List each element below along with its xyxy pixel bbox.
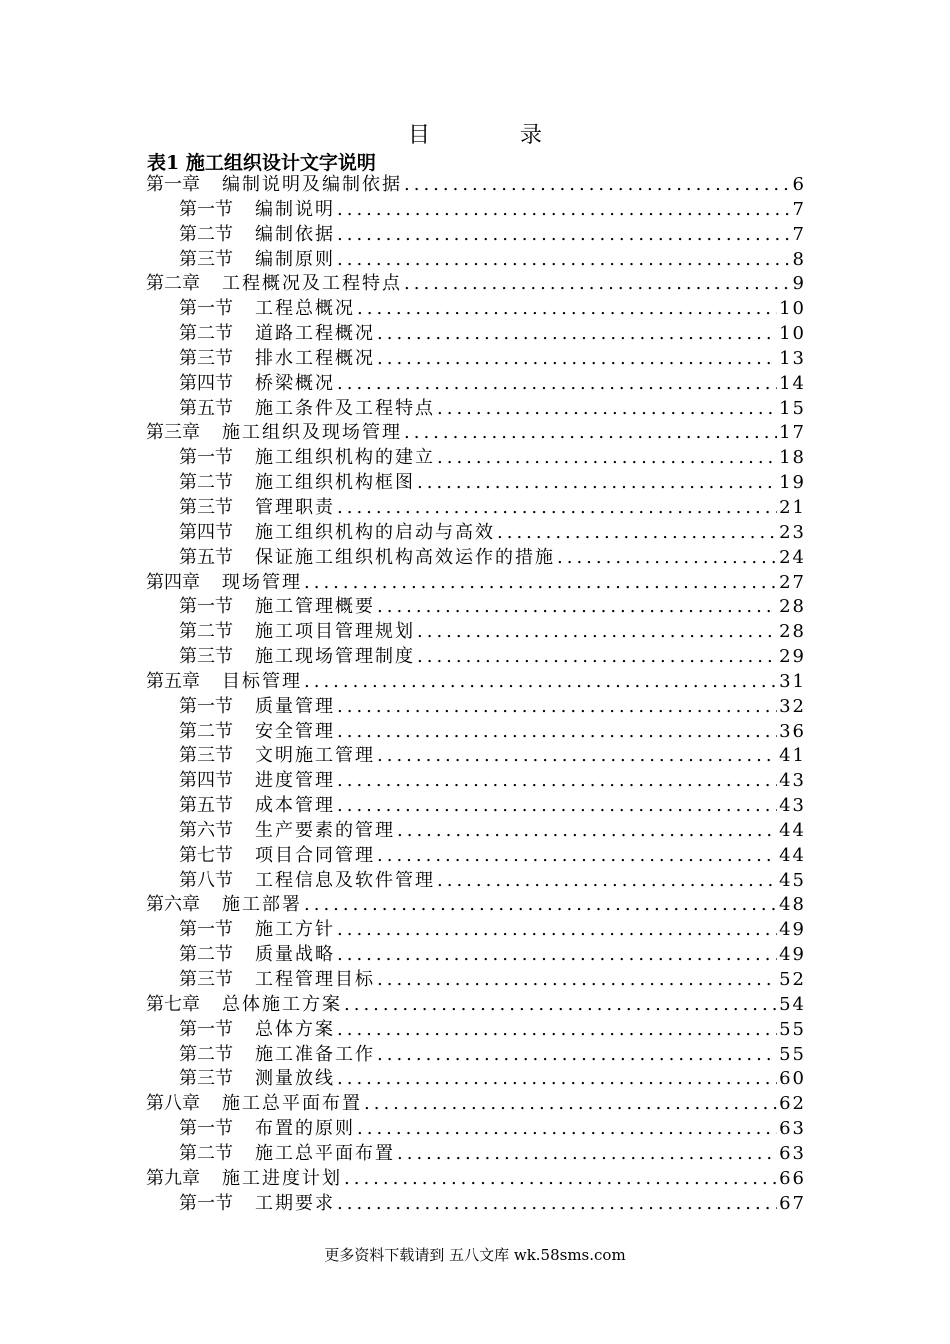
toc-dot-leader — [342, 1167, 777, 1192]
toc-chapter-entry[interactable] — [146, 993, 806, 1018]
toc-dot-leader — [335, 372, 777, 397]
toc-entry-number: 第五节 — [179, 546, 233, 568]
table-of-contents — [146, 173, 806, 1216]
toc-entry-page-number: 54 — [779, 993, 806, 1015]
toc-entry-title: 施工进度计划 — [222, 1167, 342, 1189]
toc-dot-leader — [415, 620, 777, 645]
toc-section-entry[interactable] — [146, 645, 806, 670]
toc-entry-number: 第一节 — [179, 1018, 233, 1040]
toc-entry-title: 编制原则 — [255, 248, 335, 270]
toc-entry-number: 第一节 — [179, 695, 233, 717]
toc-entry-page-number: 21 — [779, 496, 806, 518]
toc-entry-number: 第二节 — [179, 1043, 233, 1065]
toc-entry-page-number: 10 — [779, 298, 806, 320]
toc-entry-number: 第八章 — [146, 1093, 200, 1115]
toc-entry-page-number: 24 — [779, 546, 806, 568]
toc-entry-title: 施工组织机构的建立 — [255, 447, 435, 469]
toc-entry-title: 桥梁概况 — [255, 372, 335, 394]
toc-entry-page-number: 29 — [779, 646, 806, 668]
toc-section-entry[interactable] — [146, 869, 806, 894]
toc-dot-leader — [435, 397, 777, 422]
toc-dot-leader — [335, 1192, 777, 1217]
toc-entry-number: 第七章 — [146, 993, 200, 1015]
toc-entry-page-number: 60 — [779, 1068, 806, 1090]
toc-dot-leader — [355, 1117, 777, 1142]
toc-entry-page-number: 28 — [779, 596, 806, 618]
toc-entry-number: 第五节 — [179, 795, 233, 817]
toc-section-entry[interactable] — [146, 968, 806, 993]
toc-section-entry[interactable] — [146, 322, 806, 347]
toc-entry-title: 工程概况及工程特点 — [222, 273, 402, 295]
toc-chapter-entry[interactable] — [146, 893, 806, 918]
toc-entry-title: 质量管理 — [255, 695, 335, 717]
toc-dot-leader — [375, 744, 777, 769]
toc-entry-page-number: 14 — [779, 372, 806, 394]
toc-entry-title: 成本管理 — [255, 795, 335, 817]
toc-dot-leader — [342, 993, 777, 1018]
toc-dot-leader — [335, 496, 777, 521]
toc-dot-leader — [435, 869, 777, 894]
toc-dot-leader — [335, 794, 777, 819]
toc-entry-page-number: 31 — [779, 670, 806, 692]
toc-section-entry[interactable] — [146, 223, 806, 248]
toc-section-entry[interactable] — [146, 446, 806, 471]
toc-entry-number: 第二章 — [146, 273, 200, 295]
toc-entry-title: 施工组织机构框图 — [255, 472, 415, 494]
toc-chapter-entry[interactable] — [146, 1092, 806, 1117]
toc-entry-page-number: 6 — [792, 174, 806, 195]
toc-dot-leader — [395, 819, 777, 844]
toc-entry-number: 第二节 — [179, 223, 233, 245]
toc-section-entry[interactable] — [146, 918, 806, 943]
toc-section-entry[interactable] — [146, 844, 806, 869]
toc-entry-title: 现场管理 — [222, 571, 302, 593]
toc-entry-title: 施工组织及现场管理 — [222, 422, 402, 444]
toc-entry-page-number: 63 — [779, 1142, 806, 1164]
toc-dot-leader — [375, 844, 777, 869]
toc-entry-title: 总体施工方案 — [222, 993, 342, 1015]
toc-section-entry[interactable] — [146, 496, 806, 521]
toc-entry-page-number: 43 — [779, 770, 806, 792]
toc-entry-number: 第一节 — [179, 1118, 233, 1140]
toc-entry-page-number: 18 — [779, 447, 806, 469]
toc-dot-leader — [402, 173, 791, 198]
toc-dot-leader — [362, 1092, 777, 1117]
toc-entry-number: 第二节 — [179, 1142, 233, 1164]
toc-entry-number: 第一节 — [179, 1192, 233, 1214]
toc-entry-title: 保证施工组织机构高效运作的措施 — [255, 546, 555, 568]
toc-entry-number: 第六章 — [146, 894, 200, 916]
toc-section-entry[interactable] — [146, 1192, 806, 1217]
toc-entry-title: 施工组织机构的启动与高效 — [255, 521, 495, 543]
toc-entry-number: 第四节 — [179, 372, 233, 394]
toc-section-entry[interactable] — [146, 1067, 806, 1092]
toc-dot-leader — [335, 1067, 777, 1092]
toc-entry-number: 第三节 — [179, 1068, 233, 1090]
toc-entry-title: 编制依据 — [255, 223, 335, 245]
toc-entry-number: 第二节 — [179, 472, 233, 494]
toc-entry-number: 第二节 — [179, 323, 233, 345]
toc-section-entry[interactable] — [146, 744, 806, 769]
toc-entry-number: 第五章 — [146, 670, 200, 692]
toc-entry-page-number: 27 — [779, 571, 806, 593]
toc-dot-leader — [335, 943, 777, 968]
toc-entry-title: 施工总平面布置 — [222, 1093, 362, 1115]
toc-entry-number: 第三节 — [179, 496, 233, 518]
toc-dot-leader — [355, 297, 777, 322]
toc-entry-number: 第二节 — [179, 720, 233, 742]
toc-section-entry[interactable] — [146, 297, 806, 322]
toc-section-entry[interactable] — [146, 769, 806, 794]
toc-entry-page-number: 7 — [792, 223, 806, 245]
toc-dot-leader — [302, 670, 777, 695]
toc-dot-leader — [375, 1043, 777, 1068]
toc-section-entry[interactable] — [146, 347, 806, 372]
toc-entry-number: 第三节 — [179, 347, 233, 369]
toc-entry-page-number: 49 — [779, 944, 806, 966]
toc-entry-title: 施工总平面布置 — [255, 1142, 395, 1164]
toc-section-entry[interactable] — [146, 521, 806, 546]
toc-entry-page-number: 52 — [779, 969, 806, 990]
toc-section-entry[interactable] — [146, 794, 806, 819]
toc-dot-leader — [335, 248, 791, 273]
toc-entry-title: 施工管理概要 — [255, 596, 375, 618]
toc-section-entry[interactable] — [146, 695, 806, 720]
toc-entry-page-number: 43 — [779, 795, 806, 817]
toc-dot-leader — [335, 198, 791, 223]
toc-entry-page-number: 23 — [779, 521, 806, 543]
toc-entry-number: 第九章 — [146, 1167, 200, 1189]
toc-dot-leader — [335, 918, 777, 943]
toc-entry-title: 总体方案 — [255, 1018, 335, 1040]
toc-entry-page-number: 44 — [779, 819, 806, 841]
toc-entry-title: 布置的原则 — [255, 1118, 355, 1140]
toc-section-entry[interactable] — [146, 546, 806, 571]
toc-dot-leader — [335, 695, 777, 720]
toc-entry-title: 施工方针 — [255, 919, 335, 941]
toc-dot-leader — [302, 571, 777, 596]
toc-entry-number: 第四章 — [146, 571, 200, 593]
toc-chapter-entry[interactable] — [146, 670, 806, 695]
toc-section-entry[interactable] — [146, 471, 806, 496]
toc-section-entry[interactable] — [146, 198, 806, 223]
toc-entry-page-number: 15 — [779, 397, 806, 419]
toc-entry-title: 施工部署 — [222, 894, 302, 916]
toc-entry-title: 排水工程概况 — [255, 347, 375, 369]
toc-entry-title: 道路工程概况 — [255, 323, 375, 345]
toc-chapter-entry[interactable] — [146, 173, 806, 198]
toc-dot-leader — [415, 645, 777, 670]
toc-entry-number: 第四节 — [179, 521, 233, 543]
toc-entry-number: 第四节 — [179, 770, 233, 792]
toc-entry-title: 项目合同管理 — [255, 844, 375, 866]
toc-chapter-entry[interactable] — [146, 571, 806, 596]
toc-entry-page-number: 28 — [779, 621, 806, 643]
toc-entry-title: 工期要求 — [255, 1192, 335, 1214]
toc-entry-page-number: 19 — [779, 472, 806, 494]
toc-entry-number: 第一节 — [179, 447, 233, 469]
toc-section-entry[interactable] — [146, 1018, 806, 1043]
toc-entry-page-number: 13 — [779, 347, 806, 369]
toc-entry-title: 测量放线 — [255, 1068, 335, 1090]
toc-entry-number: 第一节 — [179, 298, 233, 320]
toc-dot-leader — [415, 471, 777, 496]
toc-dot-leader — [335, 1018, 777, 1043]
page-title: 目 录 — [407, 123, 576, 148]
toc-entry-number: 第八节 — [179, 869, 233, 891]
toc-chapter-entry[interactable] — [146, 272, 806, 297]
toc-entry-title: 工程信息及软件管理 — [255, 869, 435, 891]
toc-entry-number: 第六节 — [179, 819, 233, 841]
toc-dot-leader — [375, 347, 777, 372]
toc-entry-number: 第三节 — [179, 248, 233, 270]
toc-entry-title: 安全管理 — [255, 720, 335, 742]
toc-entry-title: 文明施工管理 — [255, 745, 375, 767]
toc-entry-page-number: 62 — [779, 1093, 806, 1115]
toc-dot-leader — [395, 1142, 777, 1167]
toc-entry-title: 质量战略 — [255, 944, 335, 966]
toc-section-entry[interactable] — [146, 1043, 806, 1068]
toc-dot-leader — [335, 720, 777, 745]
toc-entry-number: 第二节 — [179, 944, 233, 966]
toc-entry-page-number: 9 — [792, 273, 806, 295]
toc-chapter-entry[interactable] — [146, 421, 806, 446]
toc-section-entry[interactable] — [146, 248, 806, 273]
toc-entry-page-number: 66 — [779, 1167, 806, 1189]
footer-text: 更多资料下载请到 五八文库 wk.58sms.com — [324, 1246, 626, 1264]
toc-section-entry[interactable] — [146, 397, 806, 422]
toc-dot-leader — [335, 223, 791, 248]
toc-dot-leader — [335, 769, 777, 794]
toc-entry-title: 编制说明及编制依据 — [222, 174, 402, 195]
toc-entry-page-number: 63 — [779, 1118, 806, 1140]
toc-section-entry[interactable] — [146, 620, 806, 645]
toc-entry-title: 管理职责 — [255, 496, 335, 518]
table-caption: 表1 施工组织设计文字说明 — [147, 152, 376, 174]
toc-section-entry[interactable] — [146, 1117, 806, 1142]
toc-entry-number: 第一节 — [179, 198, 233, 220]
toc-entry-number: 第五节 — [179, 397, 233, 419]
toc-entry-page-number: 8 — [792, 248, 806, 270]
toc-entry-page-number: 41 — [779, 745, 806, 767]
toc-entry-title: 进度管理 — [255, 770, 335, 792]
toc-entry-number: 第七节 — [179, 844, 233, 866]
toc-entry-number: 第三节 — [179, 646, 233, 668]
toc-entry-page-number: 36 — [779, 720, 806, 742]
toc-entry-number: 第一节 — [179, 919, 233, 941]
toc-dot-leader — [402, 272, 791, 297]
toc-dot-leader — [555, 546, 777, 571]
toc-dot-leader — [302, 893, 777, 918]
toc-entry-page-number: 7 — [792, 198, 806, 220]
toc-entry-page-number: 67 — [779, 1192, 806, 1214]
toc-dot-leader — [375, 595, 777, 620]
toc-entry-title: 工程总概况 — [255, 298, 355, 320]
toc-entry-title: 施工准备工作 — [255, 1043, 375, 1065]
toc-entry-title: 施工现场管理制度 — [255, 646, 415, 668]
toc-dot-leader — [435, 446, 777, 471]
toc-entry-page-number: 32 — [779, 695, 806, 717]
toc-dot-leader — [375, 968, 777, 993]
toc-entry-number: 第一章 — [146, 174, 200, 195]
toc-entry-number: 第三节 — [179, 745, 233, 767]
toc-entry-page-number: 17 — [779, 422, 806, 444]
toc-section-entry[interactable] — [146, 1142, 806, 1167]
toc-entry-title: 施工项目管理规划 — [255, 621, 415, 643]
toc-dot-leader — [402, 421, 777, 446]
toc-dot-leader — [495, 521, 777, 546]
toc-entry-page-number: 55 — [779, 1043, 806, 1065]
toc-entry-title: 施工条件及工程特点 — [255, 397, 435, 419]
toc-entry-title: 编制说明 — [255, 198, 335, 220]
toc-entry-number: 第三节 — [179, 969, 233, 990]
toc-dot-leader — [375, 322, 777, 347]
toc-entry-page-number: 55 — [779, 1018, 806, 1040]
toc-entry-number: 第三章 — [146, 422, 200, 444]
toc-entry-page-number: 45 — [779, 869, 806, 891]
toc-section-entry[interactable] — [146, 372, 806, 397]
toc-chapter-entry[interactable] — [146, 1167, 806, 1192]
toc-entry-title: 工程管理目标 — [255, 969, 375, 990]
toc-entry-page-number: 49 — [779, 919, 806, 941]
toc-section-entry[interactable] — [146, 595, 806, 620]
toc-section-entry[interactable] — [146, 943, 806, 968]
toc-section-entry[interactable] — [146, 720, 806, 745]
toc-entry-page-number: 10 — [779, 323, 806, 345]
toc-entry-number: 第一节 — [179, 596, 233, 618]
toc-section-entry[interactable] — [146, 819, 806, 844]
toc-entry-number: 第二节 — [179, 621, 233, 643]
toc-entry-title: 目标管理 — [222, 670, 302, 692]
toc-entry-title: 生产要素的管理 — [255, 819, 395, 841]
toc-entry-page-number: 48 — [779, 894, 806, 916]
toc-entry-page-number: 44 — [779, 844, 806, 866]
